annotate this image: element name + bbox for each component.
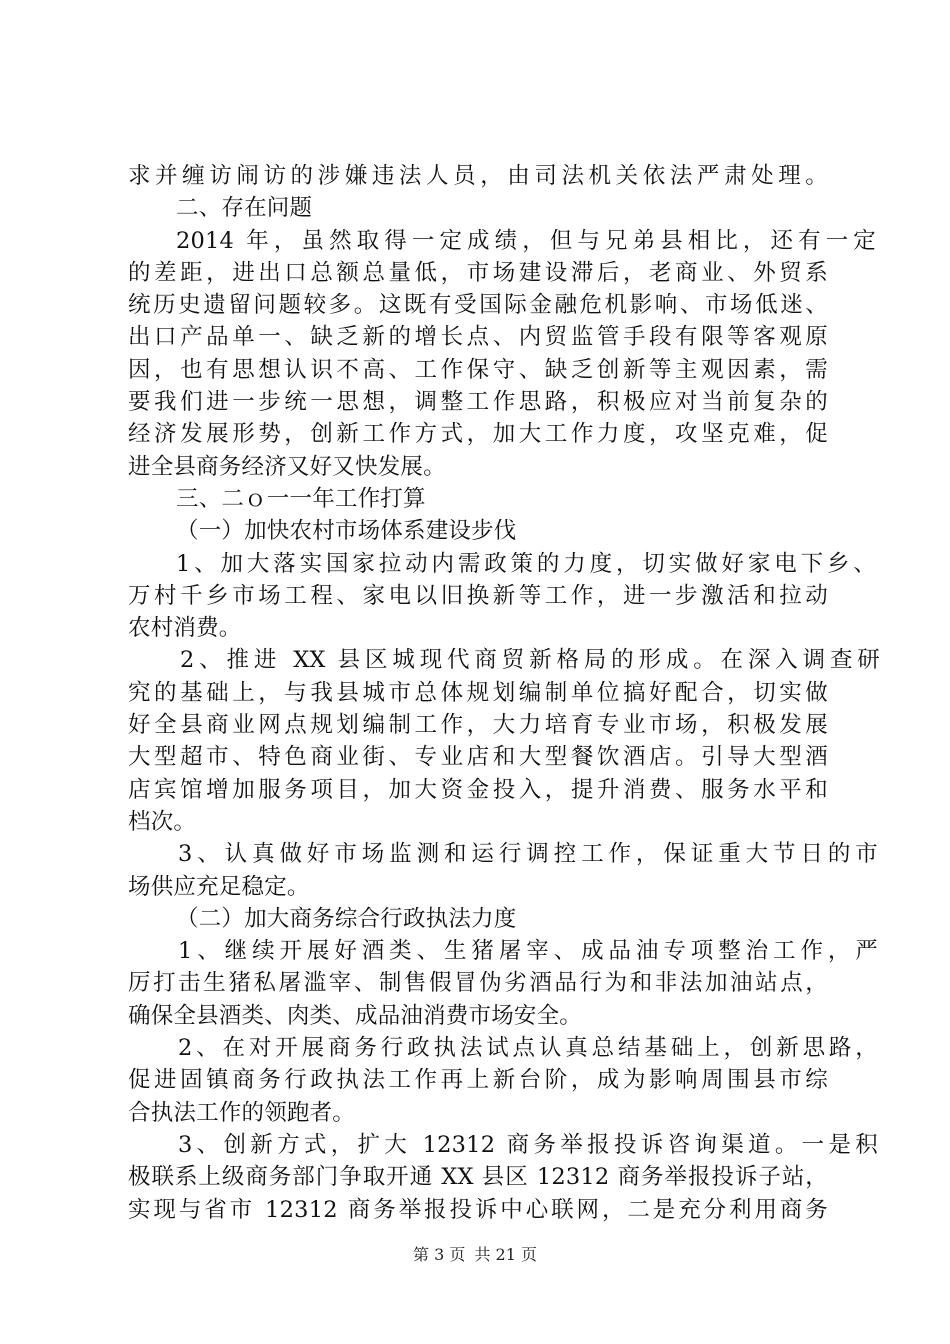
text-line: 1、加大落实国家拉动内需政策的力度，切实做好家电下乡、 — [176, 550, 876, 577]
text-line: 进全县商务经济又好又快发展。 — [128, 453, 446, 480]
text-line: 促进固镇商务行政执法工作再上新台阶，成为影响周围县市综 — [128, 1067, 828, 1094]
section-heading: 三、二ｏ一一年工作打算 — [176, 485, 426, 512]
text-line: 合执法工作的领跑者。 — [128, 1099, 356, 1126]
text-line: 厉打击生猪私屠滥宰、制售假冒伪劣酒品行为和非法加油站点， — [128, 970, 828, 997]
document-body — [128, 160, 880, 1226]
text-line: 大型超市、特色商业街、专业店和大型餐饮酒店。引导大型酒 — [128, 744, 828, 771]
text-line: 出口产品单一、缺乏新的增长点、内贸监管手段有限等客观原 — [128, 324, 828, 351]
text-line: 3、创新方式，扩大 12312 商务举报投诉咨询渠道。一是积 — [178, 1131, 878, 1158]
text-line: 经济发展形势，创新工作方式，加大工作力度，攻坚克难，促 — [128, 421, 828, 448]
text-line: 因，也有思想认识不高、工作保守、缺乏创新等主观因素，需 — [128, 356, 828, 383]
text-line: 究的基础上，与我县城市总体规划编制单位搞好配合，切实做 — [128, 679, 828, 706]
text-line: 极联系上级商务部门争取开通 XX 县区 12312 商务举报投诉子站， — [128, 1164, 828, 1191]
text-line: 1、继续开展好酒类、生猪屠宰、成品油专项整治工作，严 — [178, 938, 878, 965]
text-line: 确保全县酒类、肉类、成品油消费市场安全。 — [128, 1002, 583, 1029]
text-line: 2、推进 XX 县区城现代商贸新格局的形成。在深入调查研 — [180, 647, 880, 674]
subsection-heading: （二）加大商务综合行政执法力度 — [176, 905, 517, 932]
text-line: 统历史遗留问题较多。这既有受国际金融危机影响、市场低迷、 — [128, 292, 828, 319]
text-line: 店宾馆增加服务项目，加大资金投入，提升消费、服务水平和 — [128, 776, 828, 803]
text-line: 农村消费。 — [128, 615, 242, 642]
section-heading: 二、存在问题 — [176, 195, 313, 222]
page-footer — [0, 1245, 950, 1265]
page-total: 共 21 页 — [474, 1245, 537, 1264]
subsection-heading: （一）加快农村市场体系建设步伐 — [176, 518, 517, 545]
text-line: 场供应充足稳定。 — [128, 873, 310, 900]
text-line: 档次。 — [128, 808, 197, 835]
text-line: 实现与省市 12312 商务举报投诉中心联网，二是充分利用商务 — [128, 1196, 828, 1223]
page-number: 第 3 页 — [413, 1245, 466, 1264]
text-line: 万村千乡市场工程、家电以旧换新等工作，进一步激活和拉动 — [128, 582, 828, 609]
text-line: 的差距，进出口总额总量低，市场建设滞后，老商业、外贸系 — [128, 259, 828, 286]
text-line: 要我们进一步统一思想，调整工作思路，积极应对当前复杂的 — [128, 389, 828, 416]
text-line: 求并缠访闹访的涉嫌违法人员，由司法机关依法严肃处理。 — [128, 163, 828, 189]
text-line: 好全县商业网点规划编制工作，大力培育专业市场，积极发展 — [128, 712, 828, 739]
text-line: 3、认真做好市场监测和运行调控工作，保证重大节日的市 — [178, 841, 878, 868]
text-line: 2014 年，虽然取得一定成绩，但与兄弟县相比，还有一定 — [176, 227, 876, 254]
text-line: 2、在对开展商务行政执法试点认真总结基础上，创新思路， — [178, 1035, 878, 1062]
